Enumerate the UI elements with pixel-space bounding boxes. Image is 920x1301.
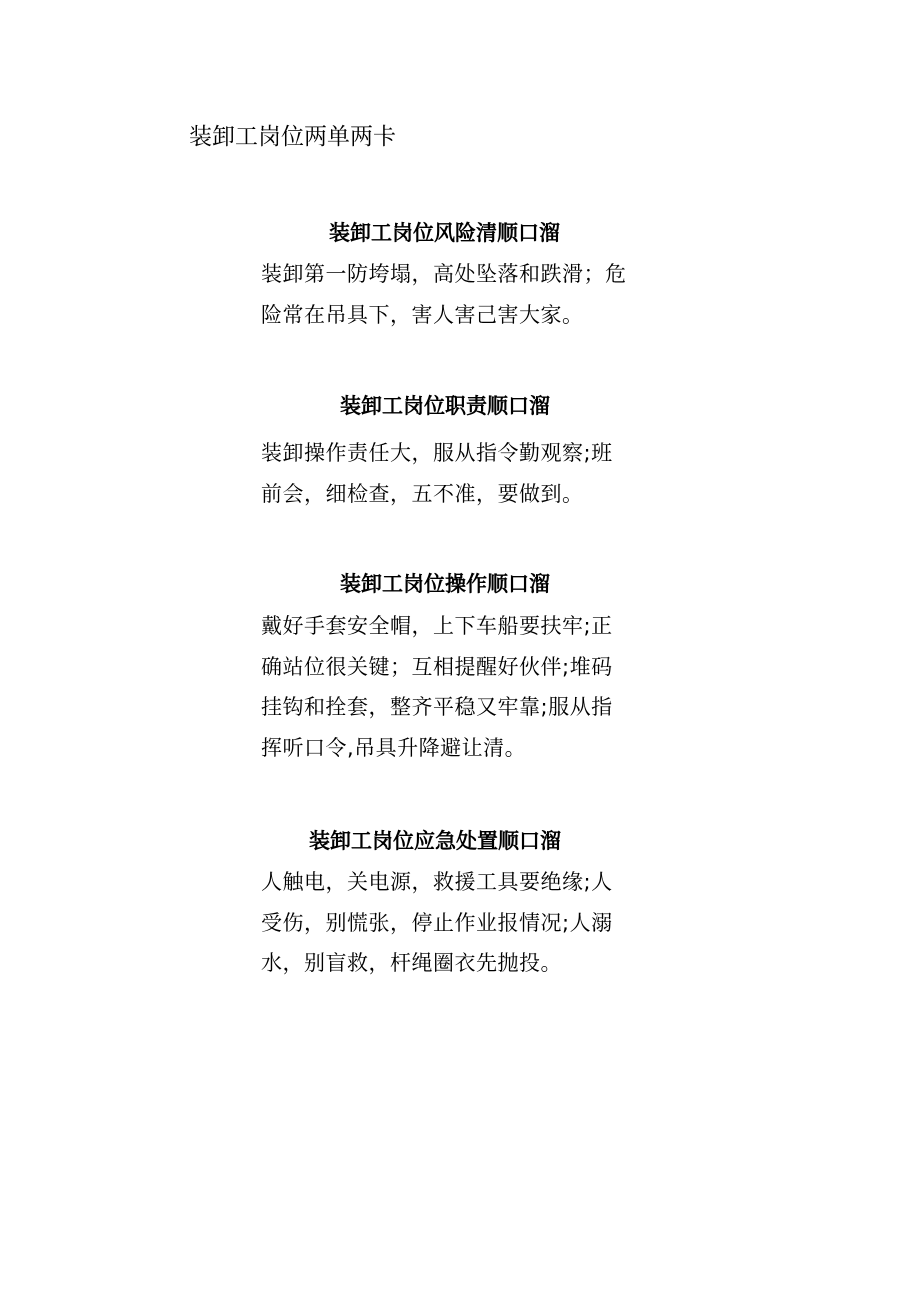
- body-line: 受伤，别慌张，停止作业报情况;人溺: [261, 910, 613, 935]
- body-line: 挥听口令,吊具升降避让清。: [261, 735, 527, 760]
- body-line: 水，别盲救，杆绳圈衣先抛投。: [261, 951, 562, 975]
- body-line: 前会，细检查，五不准，要做到。: [261, 481, 584, 506]
- section-body-emergency: [261, 862, 661, 984]
- section-body-operation: [261, 606, 661, 768]
- body-line: 戴好手套安全帽，上下车船要扶牢;正: [261, 614, 613, 638]
- section-heading-risk: 装卸工岗位风险清顺口溜: [329, 221, 560, 245]
- section-body-duty: [261, 433, 661, 514]
- section-body-risk: [261, 254, 661, 335]
- section-heading-operation: 装卸工岗位操作顺口溜: [340, 572, 550, 596]
- section-heading-duty: 装卸工岗位职责顺口溜: [340, 394, 550, 418]
- body-line: 人触电，关电源，救援工具要绝缘;人: [261, 870, 613, 894]
- section-heading-emergency: 装卸工岗位应急处置顺口溜: [309, 829, 561, 853]
- body-line: 装卸操作责任大，服从指令勤观察;班: [261, 441, 613, 465]
- body-line: 挂钩和拴套，整齐平稳又牢靠;服从指: [261, 695, 613, 719]
- body-line: 险常在吊具下，害人害己害大家。: [261, 302, 584, 327]
- body-line: 装卸第一防垮塌，高处坠落和跌滑；危: [261, 262, 627, 286]
- document-title: 装卸工岗位两单两卡: [189, 124, 396, 150]
- body-line: 确站位很关键；互相提醒好伙伴;堆码: [261, 654, 613, 679]
